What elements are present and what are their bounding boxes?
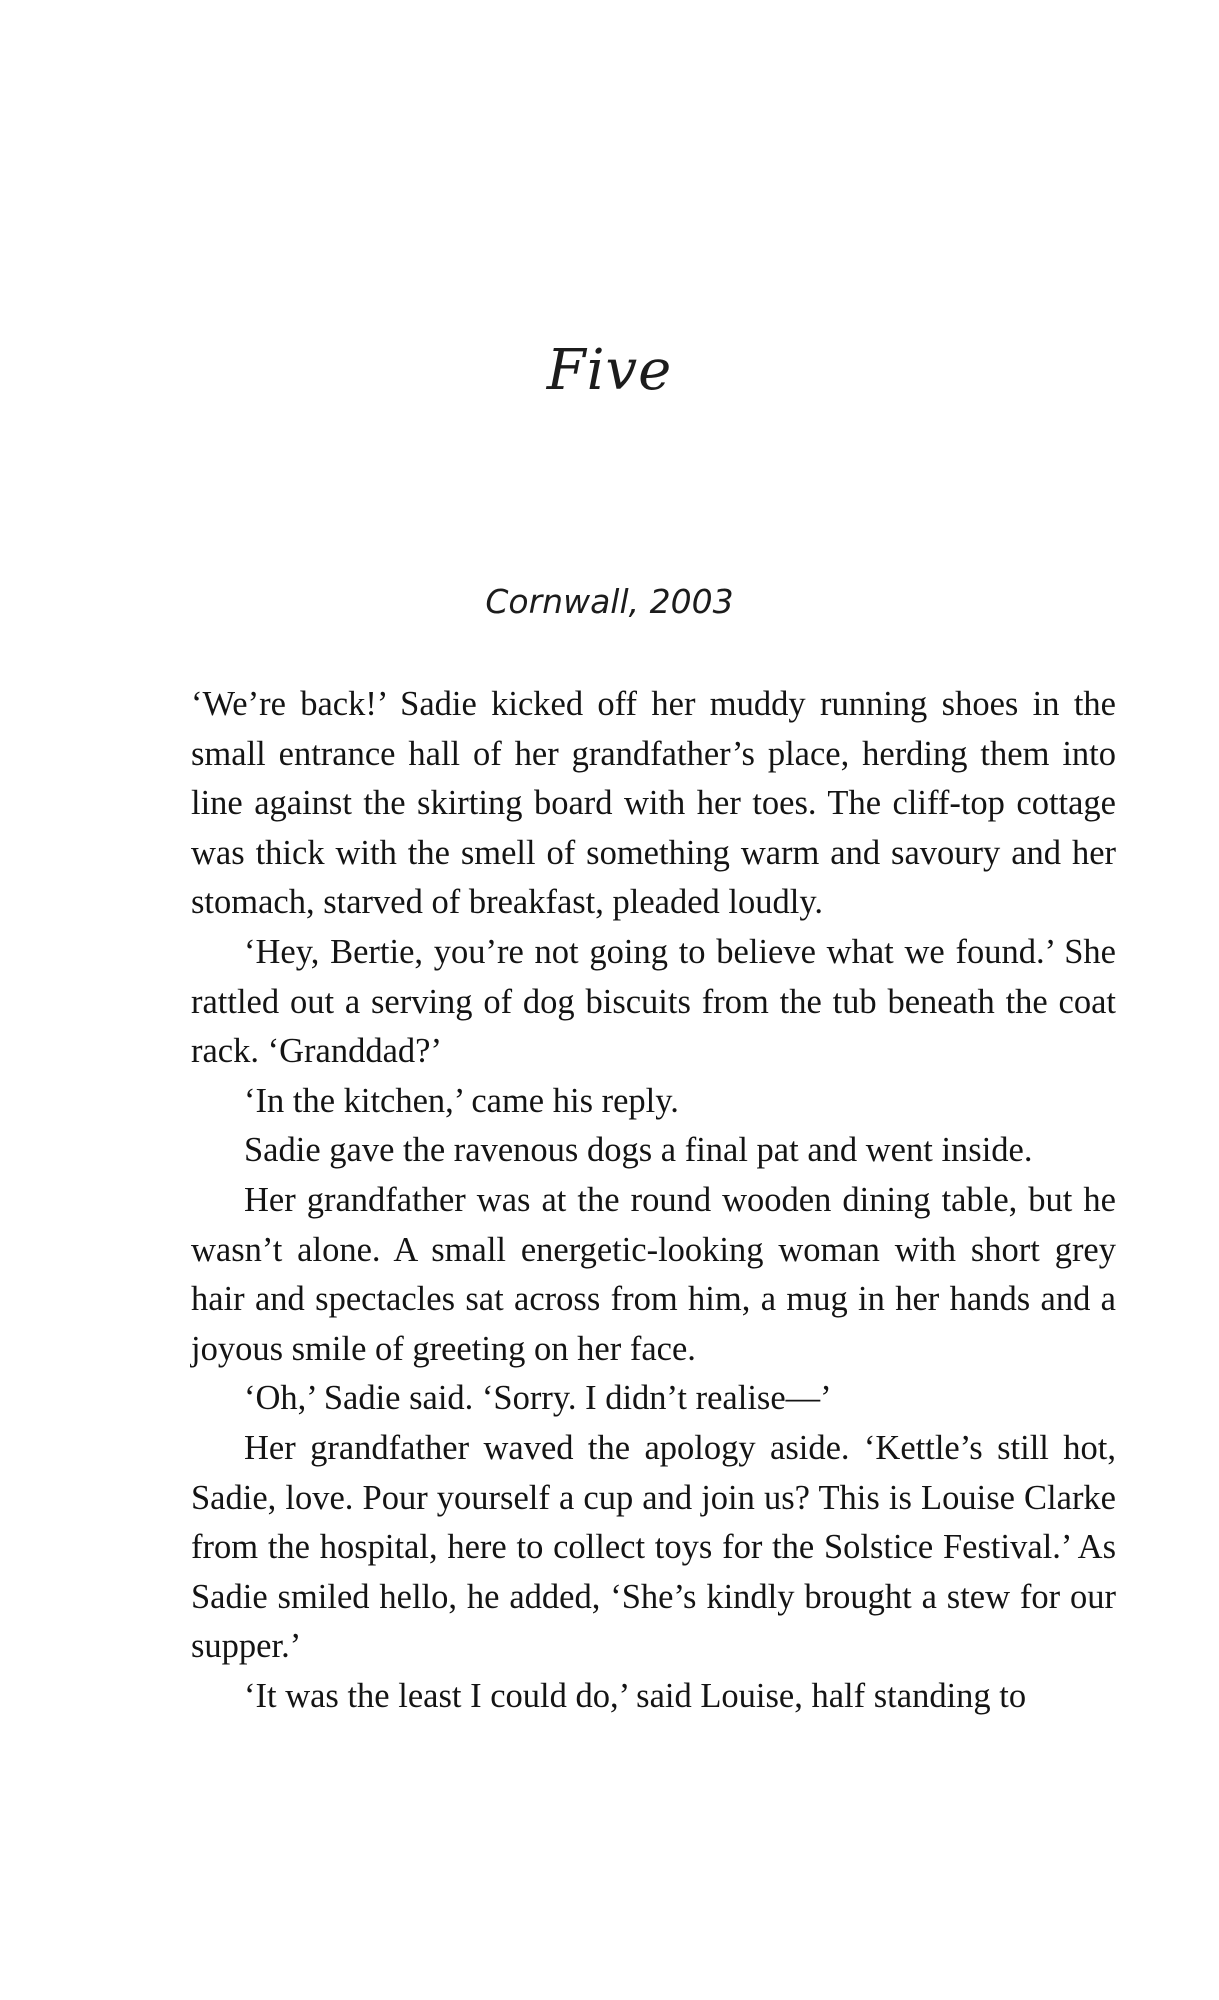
paragraph: ‘Oh,’ Sadie said. ‘Sorry. I didn’t realise—’ <box>244 1379 832 1418</box>
chapter-subtitle: Cornwall, 2003 <box>485 582 734 621</box>
paragraph: Sadie gave the ravenous dogs a final pat and went inside. <box>244 1131 1033 1170</box>
paragraph: Her grandfather was at the round wooden dining table, but he wasn’t alone. A small energetic-looking woman with short grey hair and spectacles sat across from him, a mug in her hands and a joyous smile of greeting on her face. <box>191 1180 1116 1368</box>
paragraph: ‘Hey, Bertie, you’re not going to believe what we found.’ She rattled out a serving of dog biscuits from the tub beneath the coat rack. ‘Granddad?’ <box>191 932 1116 1071</box>
chapter-title: Five <box>546 338 673 403</box>
paragraph: ‘It was the least I could do,’ said Louise, half standing to <box>244 1676 1027 1715</box>
paragraph: ‘In the kitchen,’ came his reply. <box>244 1081 679 1120</box>
paragraph: ‘We’re back!’ Sadie kicked off her muddy running shoes in the small entrance hall of her grandfather’s place, herding them into line against the skirting board with her toes. The cliff-top cottage was thick with the smell of something warm and savoury and her stomach, starved of breakfast, pleaded loudly. <box>191 685 1116 922</box>
body-text <box>191 680 1116 1721</box>
paragraph: Her grandfather waved the apology aside. ‘Kettle’s still hot, Sadie, love. Pour yourself a cup and join us? This is Louise Clarke from the hospital, here to collect toys for the Solstice Festival.’ As Sadie smiled hello, he added, ‘She’s kindly brought a stew for our supper.’ <box>191 1428 1116 1666</box>
